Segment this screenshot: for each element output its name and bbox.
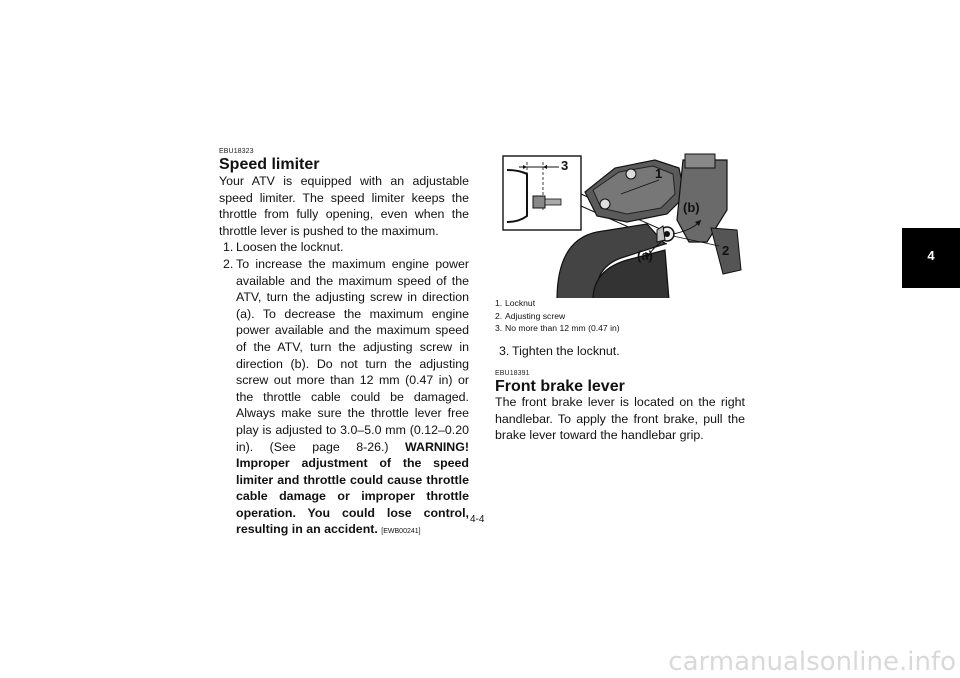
step-1-number: 1.: [223, 240, 234, 255]
step-3-number: 3.: [499, 344, 510, 358]
speed-limiter-body: [219, 173, 469, 541]
callout-2: 2: [722, 243, 730, 258]
step-2-number: 2.: [223, 256, 234, 271]
front-brake-body: The front brake lever is located on the right handlebar. To apply the front brake, pull the brake lever toward the handlebar grip.: [495, 395, 745, 443]
step-1-text: Loosen the locknut.: [236, 240, 344, 255]
intro-paragraph: Your ATV is equipped with an adjustable speed limiter. The speed limiter keeps the throttle from fully opening, even when the throttle lever is pushed to the maximum.: [219, 174, 469, 238]
warning-code: [EWB00241]: [381, 528, 421, 536]
section-code-front-brake: EBU18391: [495, 370, 530, 377]
heading-speed-limiter: Speed limiter: [219, 156, 320, 173]
step-3-text: Tighten the locknut.: [512, 344, 620, 358]
watermark: carmanualsonline.info: [668, 647, 956, 677]
chapter-tab: [902, 228, 960, 288]
throttle-figure: [497, 150, 745, 298]
throttle-illustration: [497, 150, 745, 298]
chapter-tab-number: 4: [927, 248, 935, 263]
heading-front-brake-lever: Front brake lever: [495, 378, 625, 395]
step-2: [219, 256, 469, 541]
caption-2: 2. Adjusting screw: [495, 310, 566, 321]
section-code-speed-limiter: EBU18323: [219, 148, 254, 155]
callout-1: 1: [655, 166, 663, 181]
page-number: 4-4: [470, 514, 485, 525]
caption-1: 1. Locknut: [495, 298, 536, 308]
figure-captions: [495, 297, 620, 335]
step-3: [495, 343, 745, 360]
callout-b: (b): [683, 200, 700, 215]
warning-text: WARNING! Improper adjustment of the speed limiter and throttle could cause throttle cable damage or improper throttle operation. You could lose control, resulting in an accident.: [236, 439, 469, 537]
callout-3: 3: [561, 158, 569, 173]
step-2-text: To increase the maximum engine power available and the maximum speed of the ATV, turn the adjusting screw in direction (a). To decrease the maximum engine power available and the maximum speed of the ATV, turn the adjusting screw in direction (b). Do not turn the adjusting screw out more than 12 mm (0.47 in) or the throttle cable could be damaged. Always make sure the throttle lever free play is adjusted to 3.0–5.0 mm (0.12–0.20 in). (See page 8-26.): [236, 256, 469, 454]
caption-3: 3. No more than 12 mm (0.47 in): [495, 323, 620, 334]
step-1: [219, 239, 469, 256]
callout-a: (a): [637, 248, 653, 263]
